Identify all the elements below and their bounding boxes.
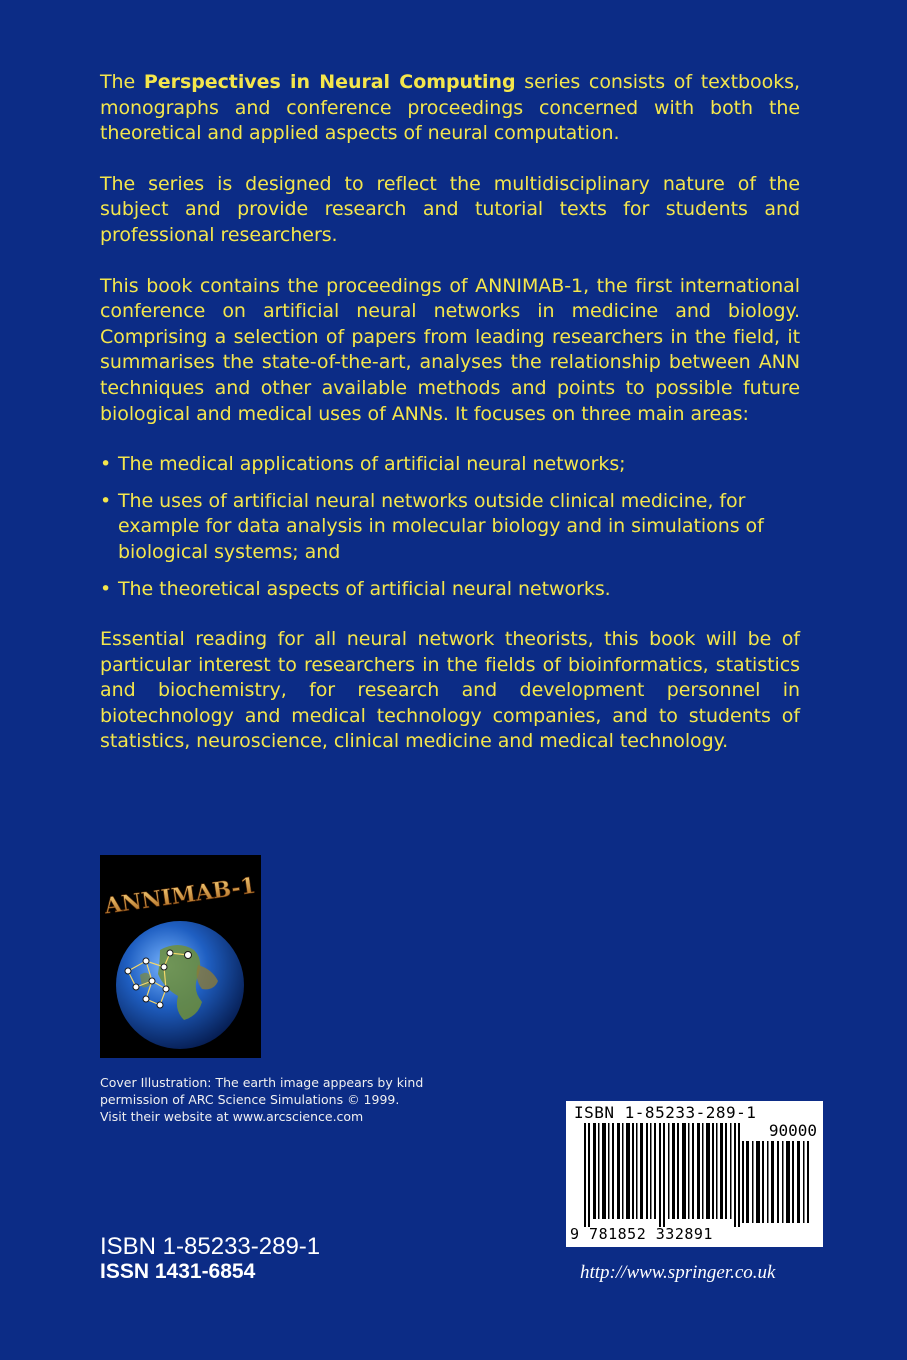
paragraph-series-intro bbox=[100, 70, 800, 147]
earth-neural-network-icon bbox=[100, 855, 261, 1058]
list-item bbox=[100, 489, 800, 566]
logo-text: ANNIMAB-1 bbox=[102, 872, 258, 920]
list-item bbox=[100, 577, 800, 603]
publisher-url[interactable]: http://www.springer.co.uk bbox=[580, 1262, 776, 1283]
paragraph-audience: Essential reading for all neural network theorists, this book will be of particular interest to researchers in the fields of bioinformatics, statistics and biochemistry, for research and development personnel in biotechnology and medical technology companies, and to students of statistics, neuroscience, clinical medicine and medical technology. bbox=[100, 628, 800, 753]
paragraph-book-contents: This book contains the proceedings of ANNIMAB-1, the first international conference on artificial neural networks in medicine and biology. Comprising a selection of papers from leading researchers in the field, it summarises the state-of-the-art, analyses the relationship between ANN techniques and other available methods and points to possible future biological and medical uses of ANNs. It focuses on three main areas: bbox=[100, 274, 800, 425]
isbn-barcode bbox=[566, 1101, 823, 1247]
bullet-icon: • bbox=[100, 453, 112, 476]
list-item-text: The theoretical aspects of artificial neural networks. bbox=[118, 577, 611, 600]
paragraph-series-design: The series is designed to reflect the multidisciplinary nature of the subject and provide research and tutorial texts for students and professional researchers. bbox=[100, 172, 800, 246]
list-item-text: The medical applications of artificial neural networks; bbox=[118, 453, 626, 476]
focus-areas-list bbox=[100, 452, 800, 602]
description-text bbox=[100, 70, 800, 780]
barcode-price-code: 90000 bbox=[768, 1121, 817, 1140]
bullet-icon: • bbox=[100, 577, 112, 600]
credit-line: Visit their website at www.arcscience.com bbox=[100, 1109, 364, 1124]
credit-line: permission of ARC Science Simulations © 1999. bbox=[100, 1092, 400, 1107]
issn-number: ISSN 1431-6854 bbox=[100, 1260, 256, 1283]
series-name: Perspectives in Neural Computing bbox=[143, 71, 516, 93]
barcode-ean-digits: 9 781852 332891 bbox=[570, 1225, 713, 1243]
ean-barcode-bars bbox=[584, 1123, 740, 1227]
bullet-icon: • bbox=[100, 489, 112, 512]
series-intro-prefix: The bbox=[100, 71, 144, 93]
series-intro-suffix: series consists of textbooks, monographs and conference proceedings concerned with both the theoretical and applied aspects of neural computation. bbox=[100, 71, 800, 145]
list-item bbox=[100, 452, 800, 478]
barcode-isbn-text: ISBN 1-85233-289-1 bbox=[574, 1103, 757, 1122]
list-item-text: The uses of artificial neural networks outside clinical medicine, for example for data analysis in molecular biology and in simulations of biological systems; and bbox=[118, 489, 764, 563]
credit-line: Cover Illustration: The earth image appears by kind bbox=[100, 1075, 424, 1090]
price-addon-bars bbox=[742, 1141, 814, 1223]
cover-illustration-credit bbox=[100, 1074, 460, 1125]
annimab-logo-image bbox=[100, 855, 261, 1058]
isbn-number: ISBN 1-85233-289-1 bbox=[100, 1233, 321, 1260]
